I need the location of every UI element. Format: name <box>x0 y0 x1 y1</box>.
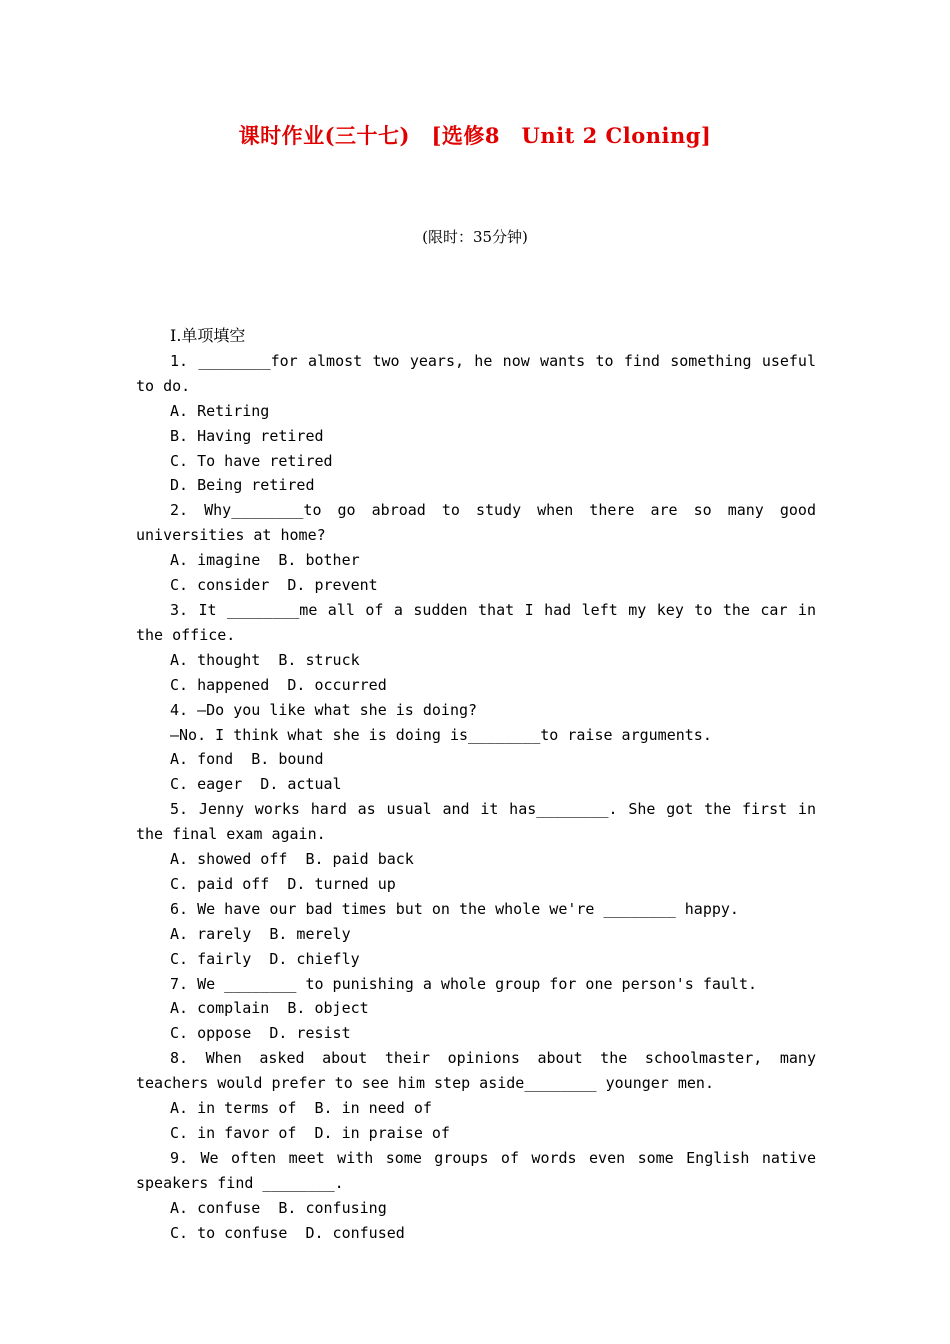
question-option: A. showed off B. paid back <box>170 850 414 869</box>
question-option: C. fairly D. chiefly <box>170 949 360 968</box>
question-9 <box>136 1146 816 1246</box>
question-option: C. To have retired <box>170 451 333 470</box>
question-stem: 2. Why________to go abroad to study when there are so many good universities at home? <box>136 501 816 545</box>
question-8 <box>136 1046 816 1146</box>
question-stem: 1. ________for almost two years, he now wants to find something useful to do. <box>136 351 816 395</box>
question-stem: 9. We often meet with some groups of words even some English native speakers find ________. <box>136 1148 816 1192</box>
question-2 <box>136 498 816 598</box>
question-4 <box>136 698 816 798</box>
question-option: A. imagine B. bother <box>170 551 360 570</box>
question-option: C. consider D. prevent <box>170 576 378 595</box>
question-option: C. happened D. occurred <box>170 675 387 694</box>
question-option: C. eager D. actual <box>170 775 342 794</box>
question-option: C. paid off D. turned up <box>170 874 396 893</box>
question-stem: 3. It ________me all of a sudden that I had left my key to the car in the office. <box>136 600 816 644</box>
question-option: C. oppose D. resist <box>170 1024 351 1043</box>
question-option: A. thought B. struck <box>170 650 360 669</box>
question-option: A. fond B. bound <box>170 750 324 769</box>
question-option: D. Being retired <box>170 476 315 495</box>
exercise-content <box>136 324 816 1246</box>
question-option: A. Retiring <box>170 401 270 420</box>
question-stem: 4. —Do you like what she is doing? <box>170 700 478 719</box>
question-option: A. rarely B. merely <box>170 924 351 943</box>
question-1 <box>136 349 816 498</box>
question-7 <box>136 972 816 1047</box>
question-6 <box>136 897 816 972</box>
question-option: B. Having retired <box>170 426 324 445</box>
question-option: A. confuse B. confusing <box>170 1198 387 1217</box>
question-stem: 6. We have our bad times but on the whole we're ________ happy. <box>170 899 739 918</box>
page-title: 课时作业(三十七) [选修8 Unit 2 Cloning] <box>238 123 712 148</box>
time-limit: (限时：35分钟) <box>422 228 528 246</box>
question-stem: 5. Jenny works hard as usual and it has________. She got the first in the final exam again. <box>136 800 816 844</box>
question-stem: 8. When asked about their opinions about the schoolmaster, many teachers would prefer to see him step aside________ younger men. <box>136 1049 816 1093</box>
question-option: C. in favor of D. in praise of <box>170 1124 450 1142</box>
question-3 <box>136 598 816 698</box>
question-dialogue-line: —No. I think what she is doing is________to raise arguments. <box>170 725 712 744</box>
question-stem: 7. We ________ to punishing a whole group for one person's fault. <box>170 974 757 993</box>
question-option: C. to confuse D. confused <box>170 1223 405 1242</box>
question-5 <box>136 797 816 897</box>
question-option: A. complain B. object <box>170 999 369 1018</box>
question-option: A. in terms of B. in need of <box>170 1099 432 1118</box>
section-heading: Ⅰ.单项填空 <box>170 326 246 345</box>
